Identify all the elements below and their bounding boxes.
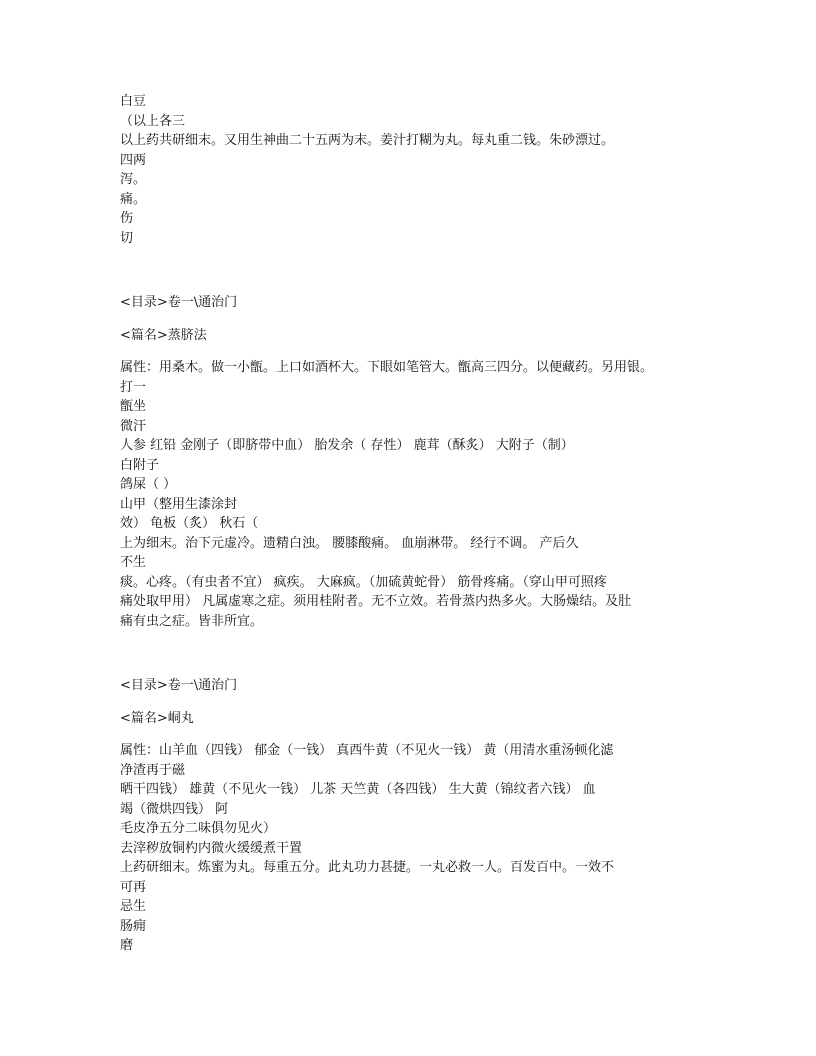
text-line: 切 <box>120 230 134 246</box>
text-line: 上药研细末。炼蜜为丸。每重五分。此丸功力甚捷。一丸必救一人。百发百中。一效不 <box>120 860 615 875</box>
text-line: 泻。 <box>120 172 147 187</box>
text-line: 四两 <box>120 152 147 168</box>
text-line: 竭（微烘四钱） 阿 <box>120 801 229 817</box>
section-continuation <box>120 92 720 248</box>
text-line: 微汗 <box>120 418 147 434</box>
text-line: 鸽屎（ ） <box>120 477 177 492</box>
text-line: 白附子 <box>120 457 160 473</box>
text-line: 人参 红铅 金刚子（即脐带中血） 胎发余（ 存性） 鹿茸（酥炙） 大附子（制） <box>120 438 574 453</box>
text-line: 白豆 <box>120 94 147 109</box>
text-line: 痛有虫之症。皆非所宜。 <box>120 613 264 629</box>
text-line: 忌生 <box>120 899 147 914</box>
text-line: 可再 <box>120 879 147 895</box>
text-line: 属性：用桑木。做一小甑。上口如酒杯大。下眼如笔管大。甑高三四分。以便藏药。另用银。 <box>120 360 654 375</box>
text-line: 痛处取甲用） 凡属虚寒之症。须用桂附者。无不立效。若骨蒸内热多火。大肠燥结。及肚 <box>120 594 632 609</box>
text-line: 效） 龟板（炙） 秋石（ <box>120 516 259 531</box>
article-title: <篇名>峒丸 <box>120 710 194 726</box>
text-line: 不生 <box>120 555 147 570</box>
text-line: 以上药共研细末。又用生神曲二十五两为末。姜汁打糊为丸。每丸重二钱。朱砂漂过。 <box>120 133 615 148</box>
text-line: 甑坐 <box>120 399 147 414</box>
text-line: 伤 <box>120 211 134 226</box>
text-line: 痛。 <box>120 191 147 207</box>
text-line: 毛皮净五分二味俱勿见火） <box>120 821 277 836</box>
catalog-heading: <目录>卷一\通治门 <box>120 678 238 693</box>
text-line: 打一 <box>120 379 147 395</box>
text-line: 上为细末。治下元虚冷。遗精白浊。 腰膝酸痛。 血崩淋带。 经行不调。 产后久 <box>120 535 579 551</box>
section-zhengqi <box>120 293 720 631</box>
article-title: <篇名>蒸脐法 <box>120 327 207 343</box>
text-line: 痰。心疼。（有虫者不宜） 疯疾。 大麻疯。（加硫黄蛇骨） 筋骨疼痛。（穿山甲可照疼 <box>120 574 607 590</box>
text-line: 净渣再于磁 <box>120 762 186 778</box>
text-line: 山甲（整用生漆涂封 <box>120 496 238 512</box>
text-line: 晒干四钱） 雄黄（不见火一钱） 儿茶 天竺黄（各四钱） 生大黄（锦纹者六钱） 血 <box>120 782 596 797</box>
text-line: 磨 <box>120 938 134 953</box>
section-tongwan <box>120 676 720 956</box>
document-page <box>120 92 720 956</box>
catalog-heading: <目录>卷一\通治门 <box>120 295 238 310</box>
text-line: 属性：山羊血（四钱） 郁金（一钱） 真西牛黄（不见火一钱） 黄（用清水重汤顿化滤 <box>120 743 614 758</box>
section-spacer <box>120 631 720 676</box>
section-spacer <box>120 248 720 293</box>
text-line: 去滓秽放铜杓内微火缓缓煮干置 <box>120 840 303 856</box>
text-line: （以上各三 <box>120 113 186 129</box>
text-line: 肠痈 <box>120 918 147 934</box>
